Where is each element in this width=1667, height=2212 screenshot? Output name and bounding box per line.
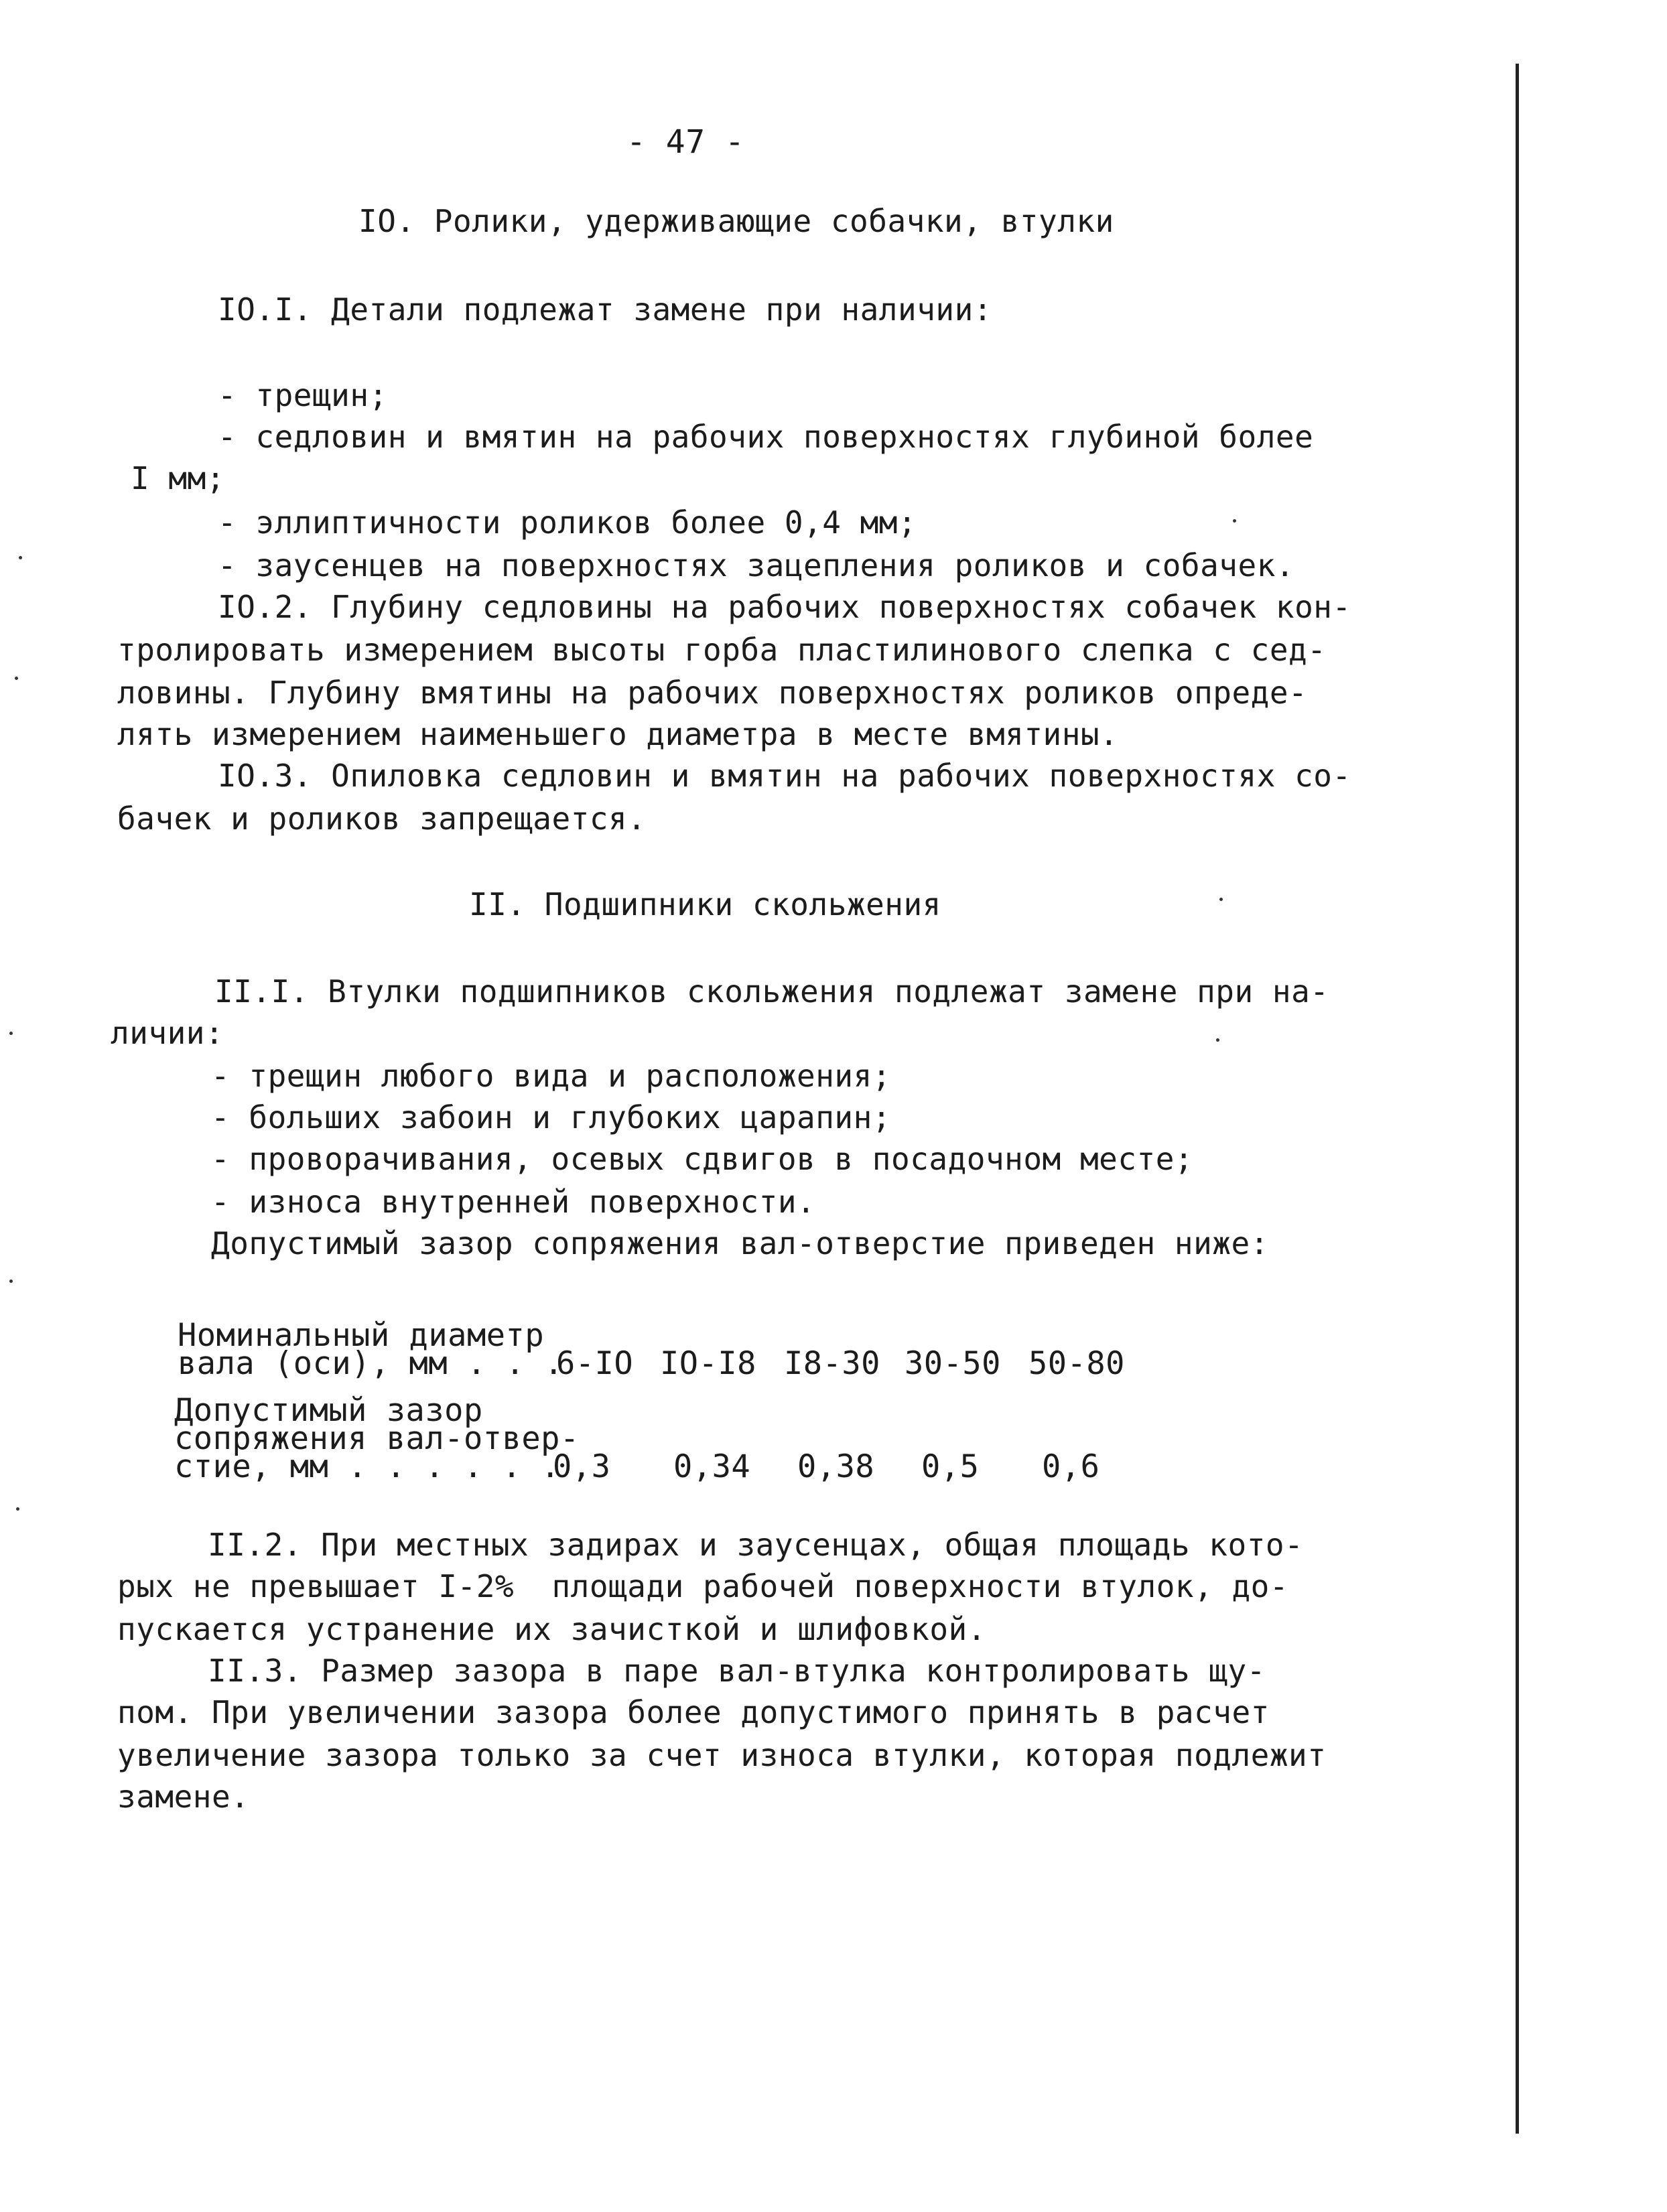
table-row-2-label: сопряжения вал-отвер- <box>174 1420 580 1457</box>
section-11-heading: II. Подшипники скольжения <box>469 886 941 922</box>
scan-speck <box>1216 1038 1219 1042</box>
table-intro: Допустимый зазор сопряжения вал-отверстие приведен ниже: <box>211 1225 1269 1261</box>
table-cell: 50-80 <box>1028 1345 1125 1382</box>
list-item: - заусенцев на поверхностях зацепления роликов и собачек. <box>218 547 1295 583</box>
scan-speck <box>9 1032 13 1035</box>
paragraph-10-1: IO.I. Детали подлежат замене при наличии: <box>218 291 992 328</box>
table-cell: I8-30 <box>784 1345 880 1382</box>
list-item: I мм; <box>131 460 225 496</box>
list-item: - эллиптичности роликов более 0,4 мм; <box>218 504 917 541</box>
table-cell: 6-IO <box>556 1345 634 1382</box>
paragraph-10-2: IO.2. Глубину седловины на рабочих поверхностях собачек кон- <box>218 589 1351 625</box>
list-item: - износа внутренней поверхности. <box>211 1184 816 1220</box>
paragraph-11-3: II.3. Размер зазора в паре вал-втулка контролировать щу- <box>208 1653 1266 1689</box>
table-row-1-label: Номинальный диаметр <box>178 1317 545 1354</box>
list-item: - больших забоин и глубоких царапин; <box>211 1099 891 1135</box>
paragraph-11-2: II.2. При местных задирах и заусенцах, общая площадь кото- <box>208 1527 1304 1563</box>
table-cell: 30-50 <box>905 1345 1001 1382</box>
scan-speck <box>15 677 18 680</box>
paragraph-11-2: рых не превышает I-2% площади рабочей поверхности втулок, до- <box>117 1568 1289 1604</box>
table-row-2-label: стие, мм . . . . . . <box>174 1448 560 1485</box>
paragraph-10-3: IO.3. Опиловка седловин и вмятин на рабочих поверхностях со- <box>218 758 1351 794</box>
paragraph-10-2: тролировать измерением высоты горба пластилинового слепка с сед- <box>117 632 1327 668</box>
page-number: - 47 - <box>626 123 745 161</box>
list-item: - проворачивания, осевых сдвигов в посадочном месте; <box>211 1141 1194 1177</box>
paragraph-11-3: пом. При увеличении зазора более допустимого принять в расчет <box>117 1694 1270 1730</box>
paragraph-11-3: замене. <box>117 1779 250 1815</box>
scan-speck <box>1219 898 1223 901</box>
list-item: - трещин любого вида и расположения; <box>211 1058 891 1094</box>
paragraph-10-2: ловины. Глубину вмятины на рабочих поверхностях роликов опреде- <box>117 675 1308 711</box>
paragraph-10-2: лять измерением наименьшего диаметра в месте вмятины. <box>117 716 1119 752</box>
table-row-2-label: Допустимый зазор <box>174 1392 483 1429</box>
paragraph-11-3: увеличение зазора только за счет износа втулки, которая подлежит <box>117 1737 1327 1773</box>
table-row-1-label: вала (оси), мм . . . <box>178 1345 563 1382</box>
table-cell: 0,5 <box>921 1448 980 1485</box>
list-item: - трещин; <box>218 377 388 413</box>
section-10-heading: IO. Ролики, удерживающие собачки, втулки <box>358 203 1114 239</box>
paragraph-11-2: пускается устранение их зачисткой и шлифовкой. <box>117 1611 986 1647</box>
table-cell: IO-I8 <box>660 1345 756 1382</box>
table-cell: 0,3 <box>553 1448 611 1485</box>
scan-binding-line <box>1516 64 1519 2134</box>
table-cell: 0,38 <box>797 1448 875 1485</box>
scan-speck <box>16 1507 19 1511</box>
table-cell: 0,34 <box>673 1448 751 1485</box>
list-item: - седловин и вмятин на рабочих поверхностях глубиной более <box>218 419 1314 455</box>
scan-speck <box>9 1280 13 1283</box>
paragraph-10-3: бачек и роликов запрещается. <box>117 801 647 837</box>
scan-speck <box>1233 519 1236 523</box>
paragraph-11-1: II.I. Втулки подшипников скольжения подлежат замене при на- <box>214 973 1329 1010</box>
paragraph-11-1: личии: <box>111 1015 224 1051</box>
table-cell: 0,6 <box>1042 1448 1100 1485</box>
scan-speck <box>19 556 22 559</box>
